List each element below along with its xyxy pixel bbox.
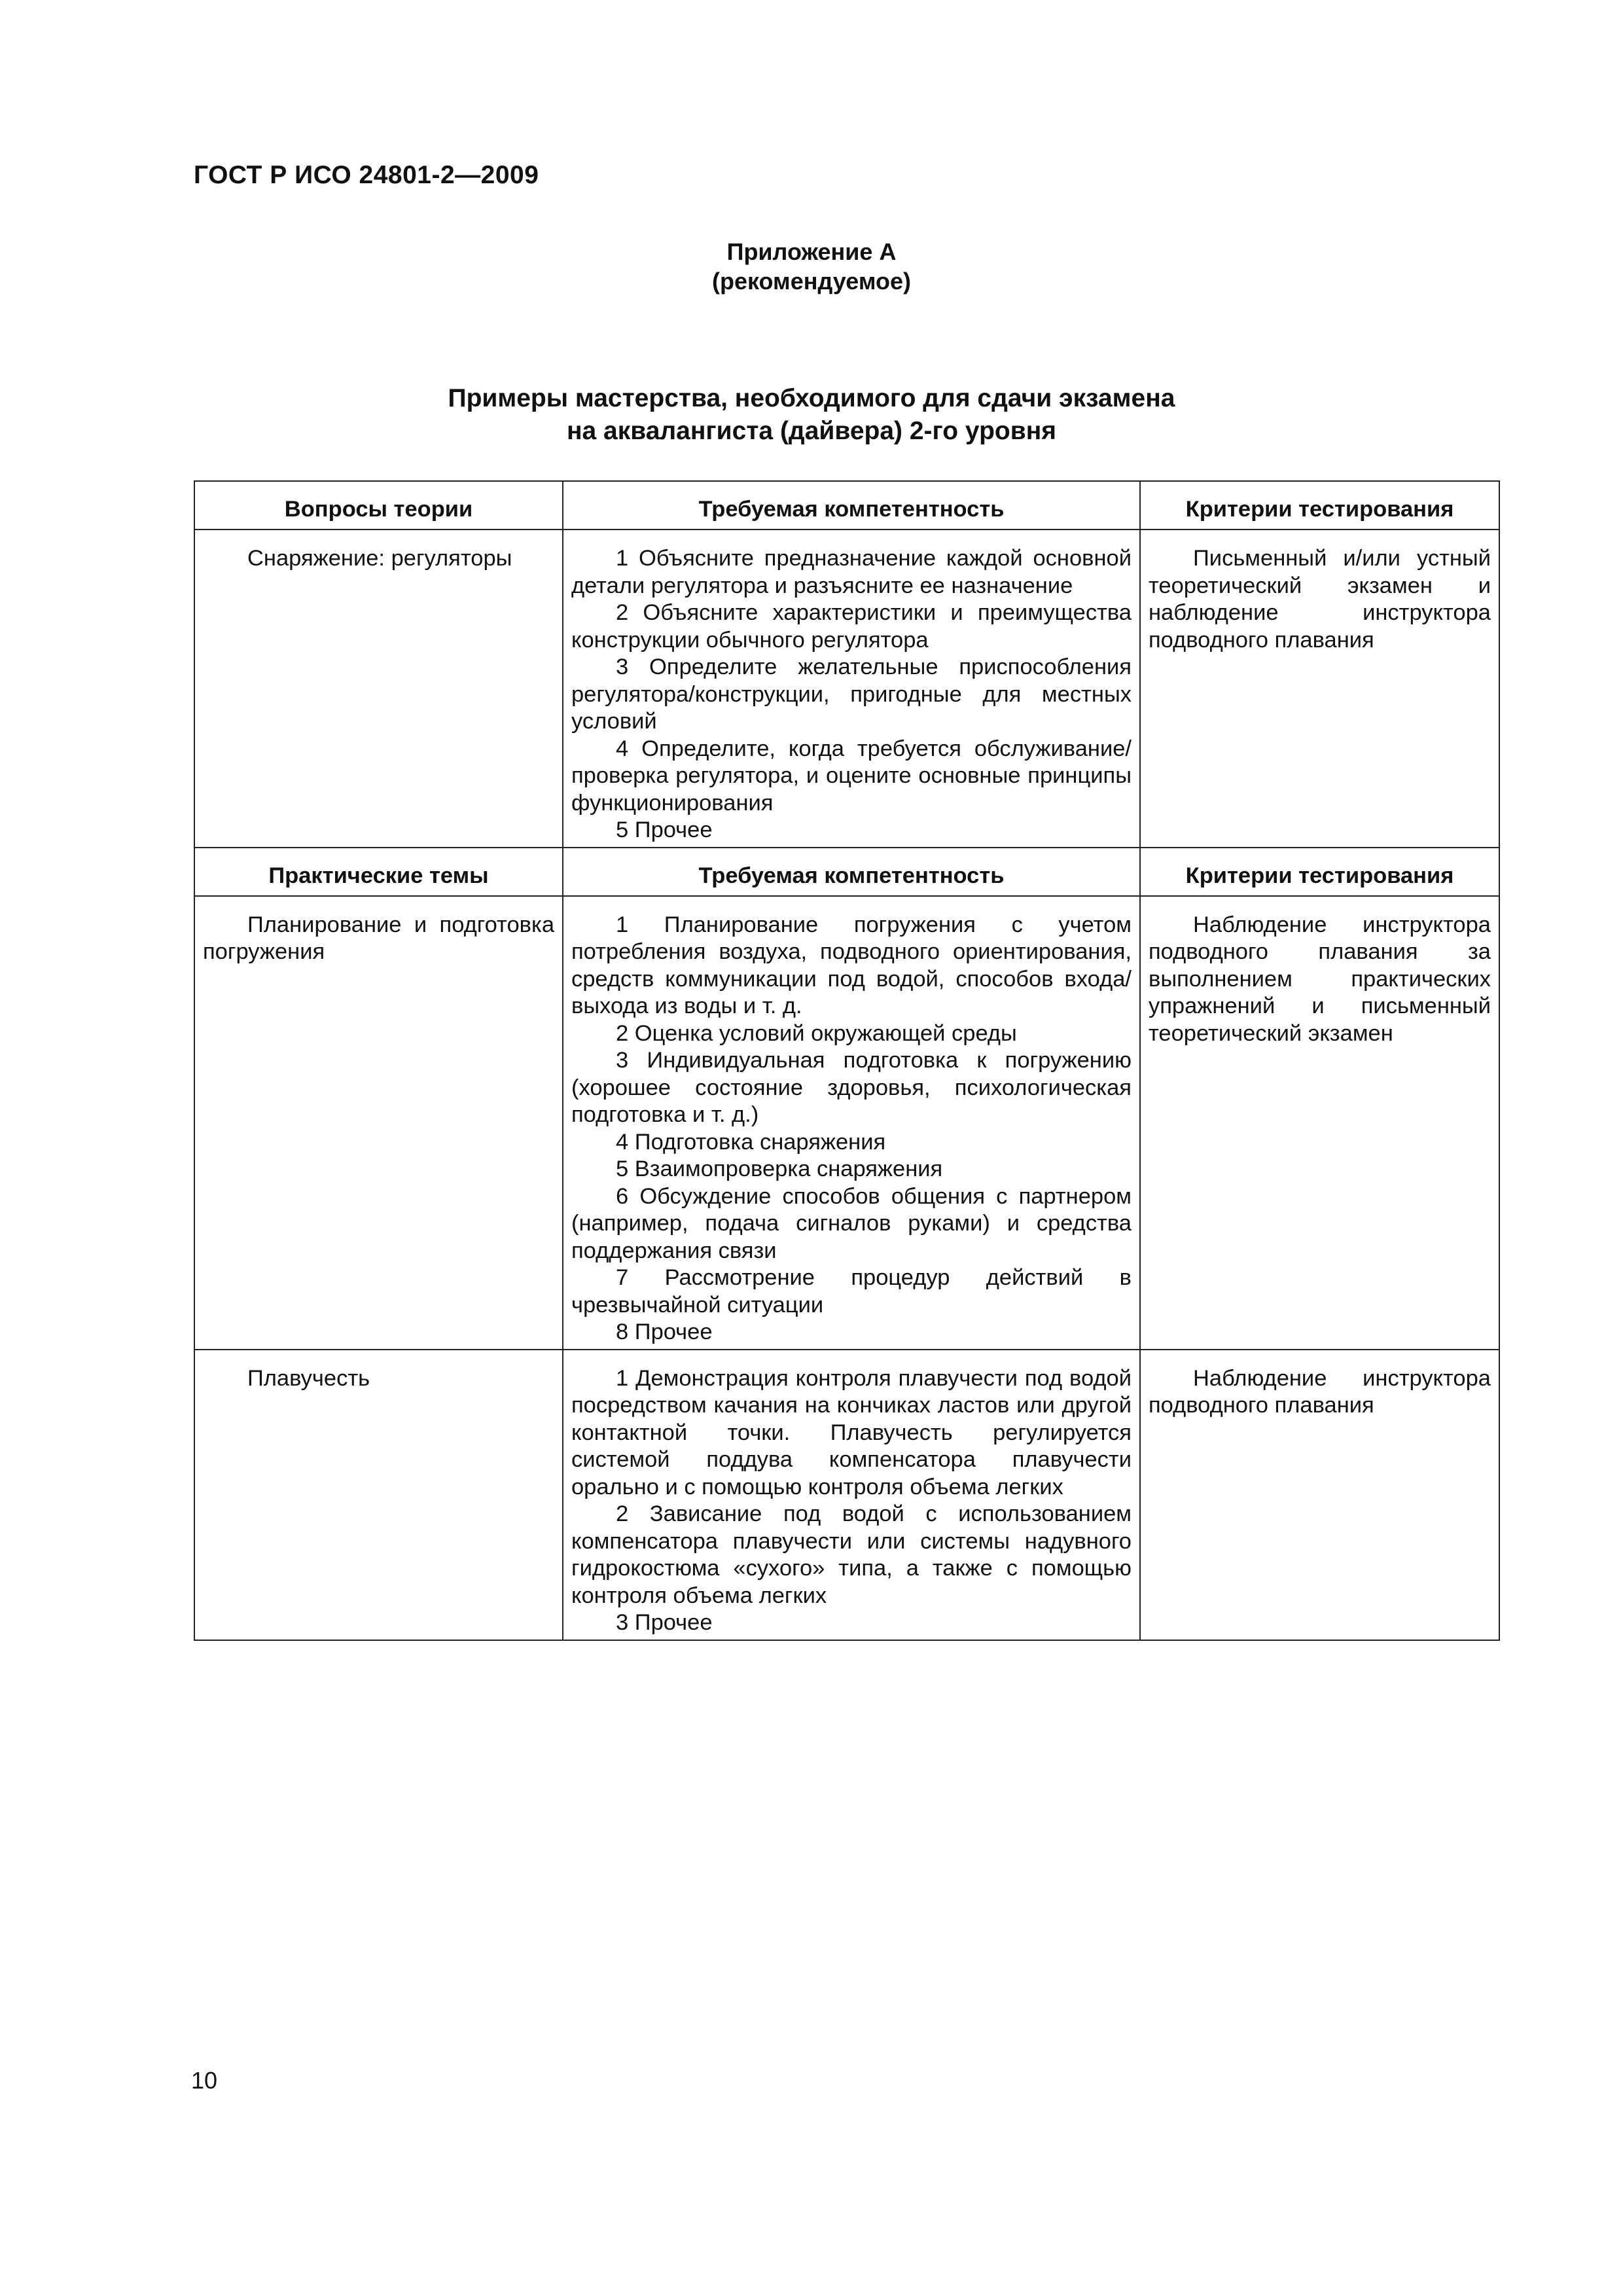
annex-label: Приложение А xyxy=(726,238,897,265)
title-line-1: Примеры мастерства, необходимого для сдачи экзамена xyxy=(448,384,1175,412)
table-row xyxy=(194,1350,1499,1640)
competence-item: 5 Взаимопроверка снаряжения xyxy=(616,1157,943,1181)
annex-title xyxy=(0,382,1623,448)
competence-item: 2 Зависание под водой с использованием компенсатора плавучести или системы надувного гидрокостюма «сухого» типа, а также с помощью контроля объема легких xyxy=(571,1501,1132,1608)
header-practical-topics: Практические темы xyxy=(194,848,563,896)
criteria-cell xyxy=(1140,1350,1499,1640)
topic-text: Плавучесть xyxy=(247,1365,370,1391)
header-required-competence: Требуемая компетентность xyxy=(563,481,1140,529)
criteria-text: Наблюдение инструктора подводного плавания за выполнением практических упражнений и письменный теоретический экзамен xyxy=(1149,912,1491,1046)
topic-text: Снаряжение: регуляторы xyxy=(247,546,512,571)
competence-item: 2 Объясните характеристики и преимущества конструкции обычного регулятора xyxy=(571,600,1132,653)
competence-item: 2 Оценка условий окружающей среды xyxy=(616,1020,1017,1046)
page-number: 10 xyxy=(191,2067,218,2094)
annex-heading xyxy=(0,237,1623,296)
table-row xyxy=(194,529,1499,848)
topic-cell xyxy=(194,896,563,1350)
competence-item: 1 Планирование погружения с учетом потребления воздуха, подводного ориентирования, средств коммуникации под водой, способов входа/выхода из воды и т. д. xyxy=(571,912,1132,1018)
competence-item: 3 Индивидуальная подготовка к погружению (хорошее состояние здоровья, психологическая подготовка и т. д.) xyxy=(571,1048,1132,1127)
competence-item: 3 Прочее xyxy=(616,1610,713,1635)
topic-cell xyxy=(194,1350,563,1640)
annex-status: (рекомендуемое) xyxy=(712,268,911,295)
competence-item: 4 Подготовка снаряжения xyxy=(616,1129,886,1155)
table-row xyxy=(194,896,1499,1350)
topic-text: Планирование и подготовка погружения xyxy=(203,912,554,964)
competence-item: 1 Объясните предназначение каждой основной детали регулятора и разъясните ее назначение xyxy=(571,546,1132,598)
competence-cell xyxy=(563,896,1140,1350)
theory-header-row xyxy=(194,481,1499,529)
competence-item: 1 Демонстрация контроля плавучести под водой посредством качания на кончиках ластов или другой контактной точки. Плавучесть регулируется системой поддува компенсатора плавучести орально и с помощью контроля объема легких xyxy=(571,1365,1132,1499)
document-header: ГОСТ Р ИСО 24801-2—2009 xyxy=(194,161,539,189)
title-line-2: на аквалангиста (дайвера) 2-го уровня xyxy=(566,417,1057,445)
competence-item: 3 Определите желательные приспособления регулятора/конструкции, пригодные для местных условий xyxy=(571,655,1132,734)
criteria-cell xyxy=(1140,896,1499,1350)
header-theory-questions: Вопросы теории xyxy=(194,481,563,529)
competence-cell xyxy=(563,529,1140,848)
topic-cell xyxy=(194,529,563,848)
header-required-competence: Требуемая компетентность xyxy=(563,848,1140,896)
header-test-criteria: Критерии тестирования xyxy=(1140,848,1499,896)
competence-item: 7 Рассмотрение процедур действий в чрезвычайной ситуации xyxy=(571,1265,1132,1318)
criteria-cell xyxy=(1140,529,1499,848)
header-test-criteria: Критерии тестирования xyxy=(1140,481,1499,529)
competence-item: 4 Определите, когда требуется обслуживание/проверка регулятора, и оцените основные принципы функционирования xyxy=(571,736,1132,816)
competence-table xyxy=(194,480,1500,1641)
competence-item: 5 Прочее xyxy=(616,817,713,842)
criteria-text: Письменный и/или устный теоретический экзамен и наблюдение инструктора подводного плавания xyxy=(1149,546,1491,653)
competence-item: 8 Прочее xyxy=(616,1319,713,1344)
practice-header-row xyxy=(194,848,1499,896)
competence-item: 6 Обсуждение способов общения с партнером (например, подача сигналов руками) и средства поддержания связи xyxy=(571,1183,1132,1263)
criteria-text: Наблюдение инструктора подводного плавания xyxy=(1149,1365,1491,1418)
competence-cell xyxy=(563,1350,1140,1640)
